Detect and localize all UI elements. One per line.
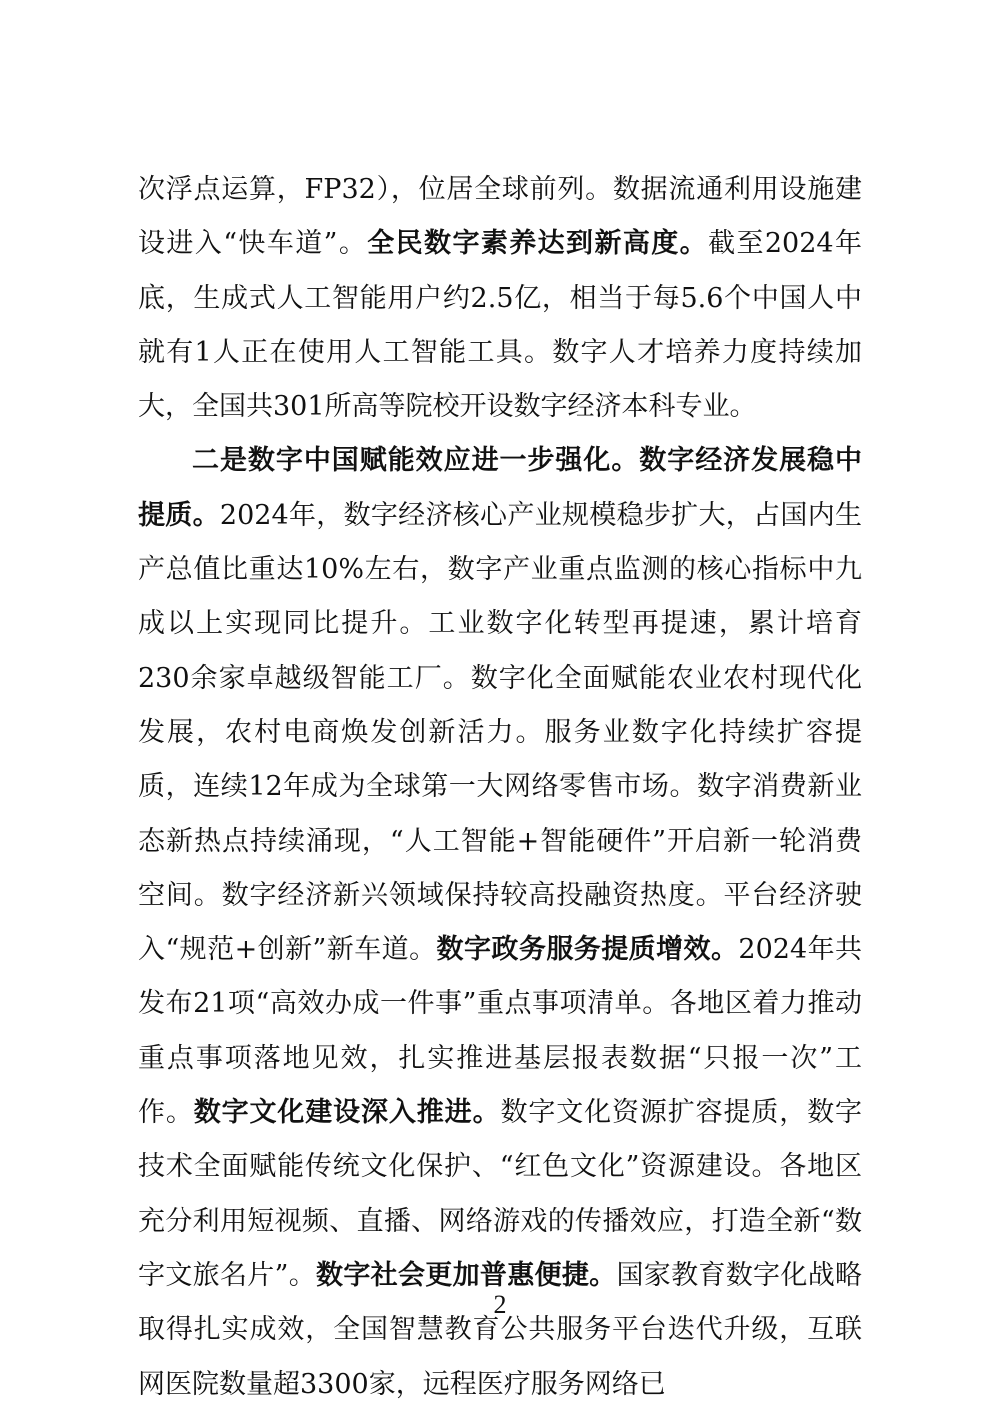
- body-text: [138, 163, 862, 1412]
- page-number: 2: [493, 1290, 507, 1319]
- text-span: 2024年，数字经济核心产业规模稳步扩大，占国内生产总值比重达10%左右，数字产业重点监测的核心指标中九成以上实现同比提升。工业数字化转型再提速，累计培育230余家卓越级智能工厂。数字化全面赋能农业农村现代化发展，农村电商焕发创新活力。服务业数字化持续扩容提质，连续12年成为全球第一大网络零售市场。数字消费新业态新热点持续涌现，“人工智能+智能硬件”开启新一轮消费空间。数字经济新兴领域保持较高投融资热度。平台经济驶入“规范+创新”新车道。: [138, 499, 863, 966]
- text-span: 次浮点运算，FP32），位居全球前列。数据流通利用设施建设进入“快车道”。: [138, 174, 862, 260]
- text-span: 数字文化资源扩容提质，数字技术全面赋能传统文化保护、“红色文化”资源建设。各地区充分利用短视频、直播、网络游戏的传播效应，打造全新“数字文旅名片”。: [138, 1097, 863, 1291]
- text-span: 2024年共发布21项“高效办成一件事”重点事项清单。各地区着力推动重点事项落地见效，扎实推进基层报表数据“只报一次”工作。: [138, 934, 863, 1129]
- bold-heading: 全民数字素养达到新高度。: [367, 228, 709, 260]
- text-span: 国家教育数字化战略取得扎实成效，全国智慧教育公共服务平台迭代升级，互联网医院数量超3300家，远程医疗服务网络已: [138, 1259, 863, 1400]
- bold-heading: 数字文化建设深入推进。: [193, 1097, 501, 1129]
- paragraph-continuation: [138, 163, 862, 434]
- paragraph-digital-china: [138, 434, 862, 1411]
- bold-heading: 二是数字中国赋能效应进一步强化。数字经济发展稳中提质。: [138, 445, 862, 531]
- bold-heading: 数字政务服务提质增效。: [436, 934, 739, 966]
- bold-heading: 数字社会更加普惠便捷。: [316, 1259, 617, 1291]
- text-span: 截至2024年底，生成式人工智能用户约2.5亿，相当于每5.6个中国人中就有1人正在使用人工智能工具。数字人才培养力度持续加大，全国共301所高等院校开设数字经济本科专业。: [138, 228, 863, 423]
